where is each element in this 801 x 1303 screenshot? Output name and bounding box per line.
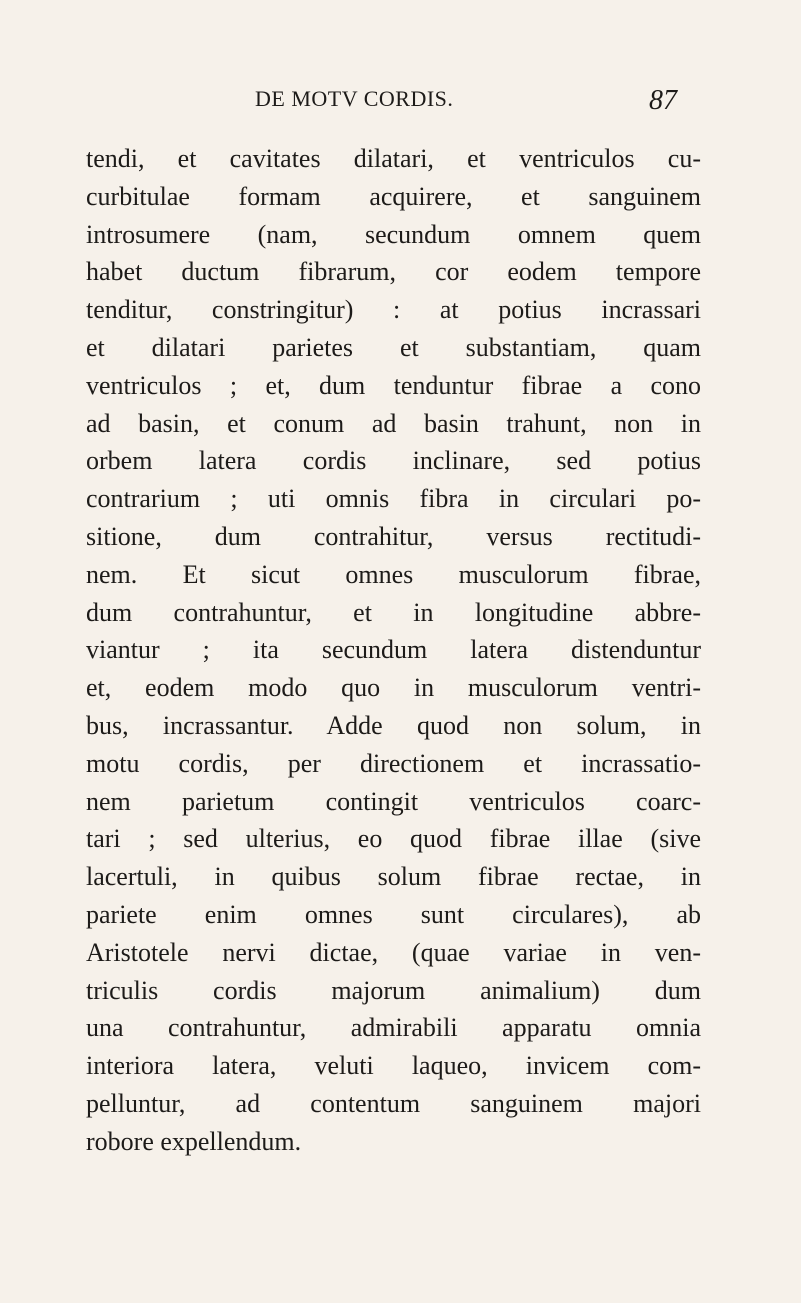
- text-line: interiora latera, veluti laqueo, invicem com-: [86, 1051, 701, 1081]
- text-line: nem. Et sicut omnes musculorum fibrae,: [86, 559, 701, 589]
- text-line: una contrahuntur, admirabili apparatu omnia: [86, 1013, 701, 1043]
- text-line: tendi, et cavitates dilatari, et ventriculos cu-: [86, 144, 701, 173]
- text-line: lacertuli, in quibus solum fibrae rectae, in: [86, 862, 701, 892]
- text-line: introsumere (nam, secundum omnem quem: [86, 219, 701, 249]
- text-line: pariete enim omnes sunt circulares), ab: [86, 899, 701, 929]
- text-line: sitione, dum contrahitur, versus rectitudi-: [86, 521, 701, 551]
- text-line: et, eodem modo quo in musculorum ventri-: [86, 673, 701, 703]
- text-line: viantur ; ita secundum latera distenduntur: [86, 635, 701, 665]
- text-line: contrarium ; uti omnis fibra in circulari po-: [86, 484, 701, 514]
- text-line: ventriculos ; et, dum tenduntur fibrae a cono: [86, 370, 701, 400]
- text-line: ad basin, et conum ad basin trahunt, non in: [86, 408, 701, 438]
- text-line: curbitulae formam acquirere, et sanguinem: [86, 181, 701, 211]
- running-title: DE MOTV CORDIS.: [255, 86, 454, 111]
- text-line: dum contrahuntur, et in longitudine abbre-: [86, 597, 701, 627]
- text-line: orbem latera cordis inclinare, sed potius: [86, 446, 701, 476]
- text-line: robore expellendum.: [86, 1126, 302, 1156]
- text-line: habet ductum fibrarum, cor eodem tempore: [86, 257, 701, 287]
- text-line: et dilatari parietes et substantiam, quam: [86, 332, 701, 362]
- text-line: motu cordis, per directionem et incrassatio-: [86, 748, 701, 778]
- text-line: Aristotele nervi dictae, (quae variae in ven-: [86, 937, 701, 967]
- text-line: bus, incrassantur. Adde quod non solum, in: [86, 710, 701, 740]
- body-text: [86, 140, 701, 1161]
- page-number: 87: [649, 85, 677, 116]
- text-line: pelluntur, ad contentum sanguinem majori: [86, 1088, 701, 1118]
- running-head: [0, 84, 801, 114]
- text-line: tenditur, constringitur) : at potius incrassari: [86, 295, 701, 325]
- text-line: tari ; sed ulterius, eo quod fibrae illae (sive: [86, 824, 701, 854]
- text-line: triculis cordis majorum animalium) dum: [86, 975, 701, 1005]
- text-line: nem parietum contingit ventriculos coarc-: [86, 786, 701, 816]
